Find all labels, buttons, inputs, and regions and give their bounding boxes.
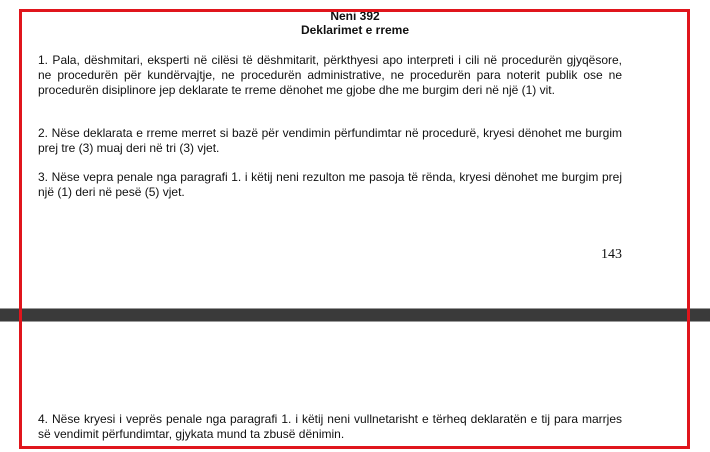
page-separator: [0, 308, 710, 322]
paragraph-1: 1. Pala, dëshmitari, eksperti në cilësi të dëshmitarit, përkthyesi apo interpreti i cili në procedurën gjyqësore, ne procedurën për kundërvajtje, ne procedurën administrative, ne procedurën para noterit publik ose ne procedurën disiplinore jep deklarate te rreme dënohet me gjobe dhe me burgim deri në një (1) vit.: [38, 53, 622, 97]
paragraph-2: 2. Nëse deklarata e rreme merret si bazë për vendimin përfundimtar në procedurë, kryesi dënohet me burgim prej tre (3) muaj deri në tri (3) vjet.: [38, 126, 622, 155]
article-title: Deklarimet e rreme: [300, 23, 410, 37]
document-page-bottom: [0, 322, 710, 452]
paragraph-3: 3. Nëse vepra penale nga paragrafi 1. i këtij neni rezulton me pasoja të rënda, kryesi dënohet me burgim prej një (1) deri në pesë (5) vjet.: [38, 170, 622, 199]
article-number: Neni 392: [330, 9, 380, 23]
page-number: 143: [601, 247, 622, 262]
paragraph-4: 4. Nëse kryesi i veprës penale nga paragrafi 1. i këtij neni vullnetarisht e tërheq deklaratën e tij para marrjes së vendimit përfundimtar, gjykata mund ta zbusë dënimin.: [38, 412, 622, 441]
